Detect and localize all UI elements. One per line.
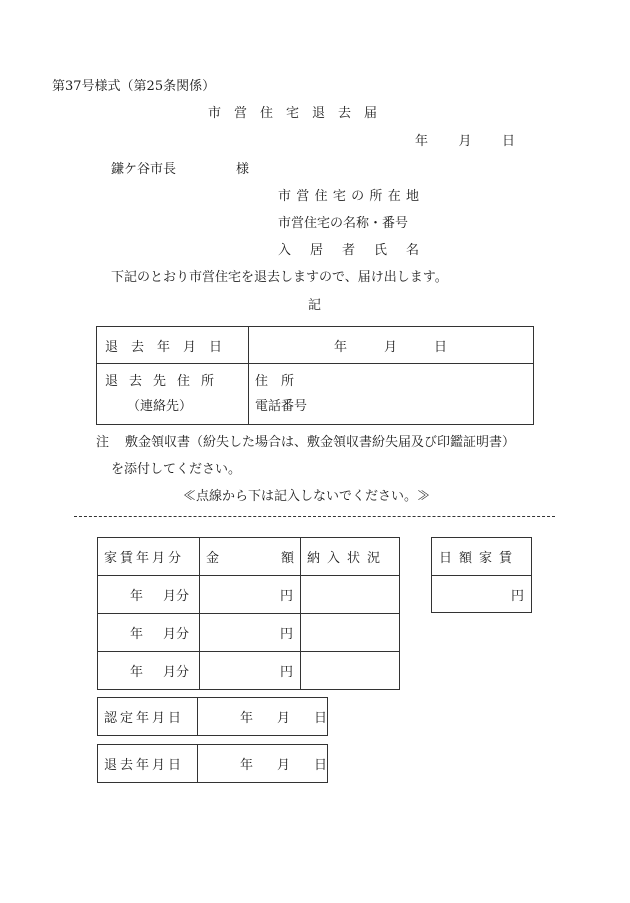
date-day-label: 日 (501, 134, 515, 149)
header-amount: 金 額 (200, 538, 301, 576)
submission-date (415, 135, 515, 148)
address-label: 住 所 (255, 374, 295, 389)
payment-status-cell[interactable] (301, 614, 400, 652)
rent-payment-table (97, 537, 400, 690)
daily-rent-header: 日額家賃 (432, 538, 532, 576)
rent-month-cell[interactable]: 年 月分 (98, 652, 200, 690)
payment-status-cell[interactable] (301, 652, 400, 690)
note-prefix: 注 (96, 435, 110, 450)
dotted-line-note: ≪点線から下は記入しないでください。≫ (183, 489, 431, 504)
page-title: 市 営 住 宅 退 去 届 (208, 106, 378, 121)
note-line-1: 敷金領収書（紛失した場合は、敷金領収書紛失届及び印鑑証明書） (125, 435, 516, 450)
header-rent-month: 家賃年月分 (98, 538, 200, 576)
approval-date-table (97, 697, 328, 736)
amount-cell[interactable]: 円 (200, 652, 301, 690)
daily-rent-table (431, 537, 532, 613)
addressee: 鎌ケ谷市長 (111, 162, 177, 177)
dotted-divider (74, 516, 555, 517)
new-address-value[interactable] (249, 364, 534, 425)
daily-rent-value[interactable]: 円 (432, 576, 532, 613)
approval-date-value[interactable]: 年 月 日 (197, 698, 327, 736)
amount-cell[interactable]: 円 (200, 576, 301, 614)
field-name-number: 市営住宅の名称・番号 (278, 216, 409, 231)
form-number: 第37号様式（第25条関係） (52, 79, 216, 94)
payment-status-cell[interactable] (301, 576, 400, 614)
rent-month-cell[interactable]: 年 月分 (98, 614, 200, 652)
field-resident-name: 入居者氏名 (278, 243, 419, 258)
field-location: 市営住宅の所在地 (278, 189, 419, 204)
phone-label: 電話番号 (255, 399, 308, 414)
move-out-date-office-table (97, 744, 328, 783)
table-row (98, 576, 400, 614)
table-row (98, 652, 400, 690)
contact-sublabel: （連絡先） (127, 399, 193, 414)
move-out-date-office-value[interactable]: 年 月 日 (197, 745, 327, 783)
amount-cell[interactable]: 円 (200, 614, 301, 652)
header-payment-status: 納入状況 (301, 538, 400, 576)
move-out-date-label-cell (97, 327, 249, 364)
move-out-date-value[interactable]: 年 月 日 (249, 327, 534, 364)
intro-text: 下記のとおり市営住宅を退去しますので、届け出します。 (111, 270, 448, 285)
date-month-label: 月 (458, 134, 472, 149)
note-line-2: を添付してください。 (111, 462, 242, 477)
move-out-date-label: 退去年月日 (105, 339, 236, 355)
move-out-date-office-label: 退去年月日 (98, 745, 198, 783)
ki-label: 記 (308, 298, 322, 313)
move-out-table (96, 326, 534, 425)
new-address-label: 退去先住所 (105, 374, 226, 389)
rent-month-cell[interactable]: 年 月分 (98, 576, 200, 614)
new-address-label-cell (97, 364, 249, 425)
addressee-honorific: 様 (236, 162, 250, 177)
approval-date-label: 認定年月日 (98, 698, 198, 736)
date-year-label: 年 (415, 134, 429, 149)
table-row (98, 614, 400, 652)
